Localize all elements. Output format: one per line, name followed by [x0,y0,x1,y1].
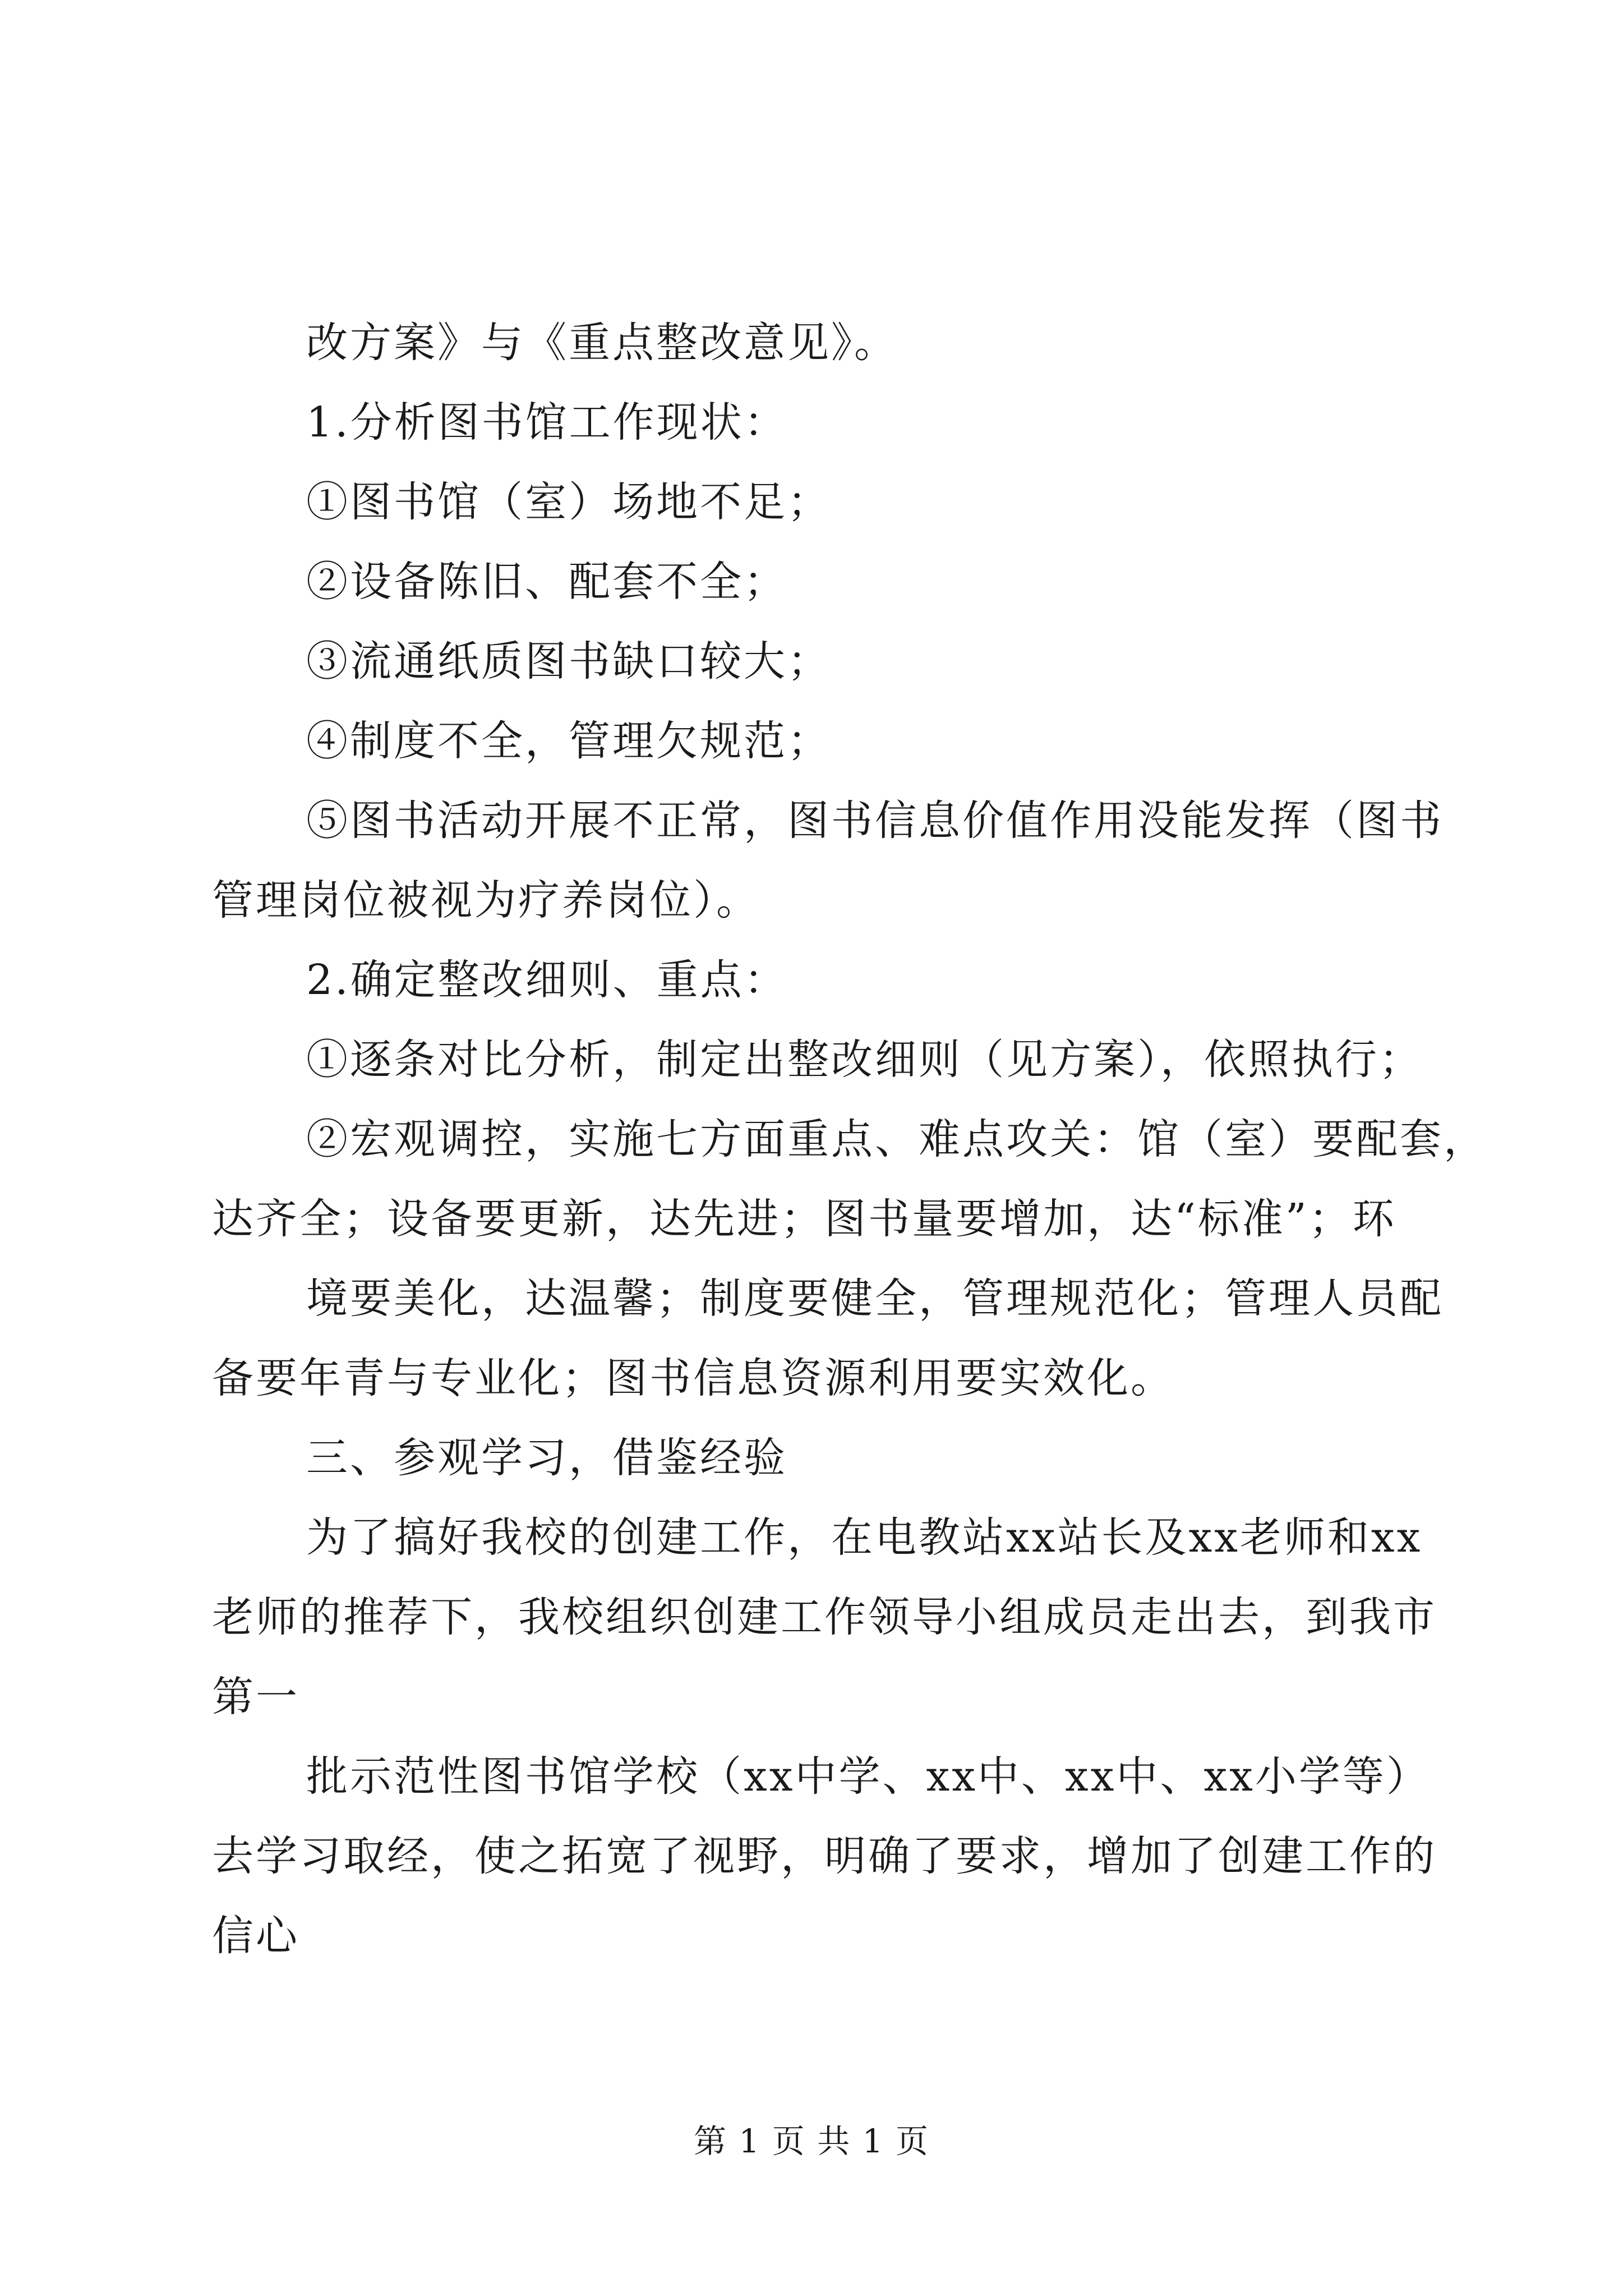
section-heading: 2.确定整改细则、重点： [306,956,788,1004]
paragraph-line: 老师的推荐下，我校组织创建工作领导小组成员走出去，到我市 [212,1593,1437,1641]
paragraph-line: 境要美化，达温馨；制度要健全，管理规范化；管理人员配 [306,1274,1444,1323]
paragraph-line: 管理岗位被视为疗养岗位）。 [212,876,760,924]
paragraph-line: 去学习取经，使之拓宽了视野，明确了要求，增加了创建工作的 [212,1832,1437,1880]
body-text [212,303,1487,1976]
list-item: ⑤图书活动开展不正常，图书信息价值作用没能发挥（图书 [306,797,1444,845]
list-item: ③流通纸质图书缺口较大； [306,637,831,685]
paragraph-line: 为了搞好我校的创建工作，在电教站xx站长及xx老师和xx [306,1513,1423,1562]
paragraph-line: 备要年青与专业化；图书信息资源利用要实效化。 [212,1354,1174,1402]
list-item: ④制度不全，管理欠规范； [306,717,831,765]
paragraph-line: 达齐全；设备要更新，达先进；图书量要增加，达“标准”；环 [212,1195,1396,1243]
paragraph-line: 改方案》与《重点整改意见》。 [306,319,898,367]
list-item: ①逐条对比分析，制定出整改细则（见方案），依照执行； [306,1036,1423,1084]
list-item: ①图书馆（室）场地不足； [306,478,831,526]
section-heading: 三、参观学习，借鉴经验 [306,1434,787,1482]
page-footer: 第 1 页 共 1 页 [694,2122,929,2160]
section-heading: 1.分析图书馆工作现状： [306,398,788,447]
list-item: ②设备陈旧、配套不全； [306,558,787,606]
paragraph-line: 批示范性图书馆学校（xx中学、xx中、xx中、xx小学等） [306,1752,1430,1801]
paragraph-line: 第一 [212,1673,299,1721]
paragraph-line: 信心 [212,1912,299,1960]
list-item: ②宏观调控，实施七方面重点、难点攻关：馆（室）要配套， [306,1115,1487,1163]
